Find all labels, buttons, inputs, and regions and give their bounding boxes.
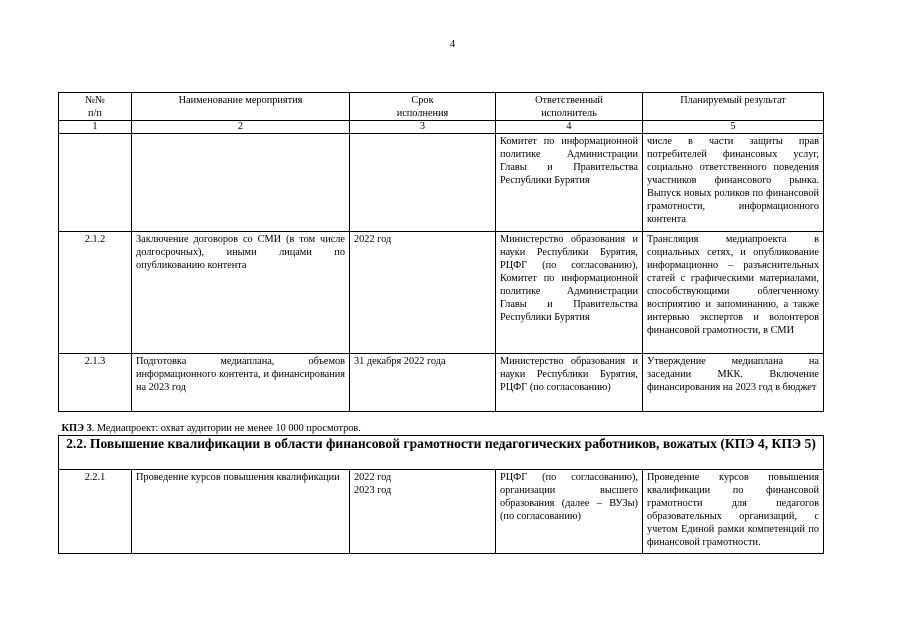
row-deadline — [350, 134, 496, 232]
row-index: 2.1.3 — [59, 354, 132, 412]
row-responsible: Министерство образования и науки Республики Бурятия, РЦФГ (по согласованию) — [496, 354, 643, 412]
row-result: Трансляция медиапроекта в социальных сетях, и опубликование информационно – разъяснительных статей с графическими материалами, способствующими облегченному восприятию и запоминанию, а также интервью экспертов и волонтеров финансовой грамотности, в СМИ — [643, 232, 824, 354]
table-row — [59, 470, 824, 554]
row-responsible: РЦФГ (по согласованию), организации высшего образования (далее – ВУЗы) (по согласованию) — [496, 470, 643, 554]
table-row — [59, 232, 824, 354]
row-deadline: 31 декабря 2022 года — [350, 354, 496, 412]
kpe-label: КПЭ 3 — [61, 423, 92, 434]
section-title: 2.2. Повышение квалификации в области финансовой грамотности педагогических работников, вожатых (КПЭ 4, КПЭ 5) — [59, 436, 824, 470]
header-result: Планируемый результат — [643, 93, 824, 121]
row-event-name: Заключение договоров со СМИ (в том числе долгосрочных), иными лицами по опубликованию контента — [132, 232, 350, 354]
column-number: 5 — [643, 121, 824, 134]
page-number: 4 — [449, 38, 456, 50]
row-deadline: 2022 год 2023 год — [350, 470, 496, 554]
header-event-name: Наименование мероприятия — [132, 93, 350, 121]
row-index: 2.2.1 — [59, 470, 132, 554]
events-table — [58, 92, 824, 554]
row-deadline: 2022 год — [350, 232, 496, 354]
column-number: 2 — [132, 121, 350, 134]
column-number: 1 — [59, 121, 132, 134]
row-event-name — [132, 134, 350, 232]
table-header-row — [59, 93, 824, 121]
row-index — [59, 134, 132, 232]
table-row — [59, 354, 824, 412]
row-responsible: Министерство образования и науки Республики Бурятия, РЦФГ (по согласованию), Комитет по информационной политике Администрации Главы и Правительства Республики Бурятия — [496, 232, 643, 354]
kpe-note-row — [59, 412, 824, 436]
column-number: 3 — [350, 121, 496, 134]
row-result: Проведение курсов повышения квалификации по финансовой грамотности для педагогов образовательных организаций, с учетом Единой рамки компетенций по финансовой грамотности. — [643, 470, 824, 554]
column-number: 4 — [496, 121, 643, 134]
section-title-row — [59, 436, 824, 470]
row-result: Утверждение медиаплана на заседании МКК. Включение финансирования на 2023 год в бюджет — [643, 354, 824, 412]
row-event-name: Подготовка медиаплана, объемов информационного контента, и финансирования на 2023 год — [132, 354, 350, 412]
header-responsible: Ответственный исполнитель — [496, 93, 643, 121]
kpe-text: . Медиапроект: охват аудитории не менее 10 000 просмотров. — [91, 423, 361, 434]
header-deadline: Срок исполнения — [350, 93, 496, 121]
row-index: 2.1.2 — [59, 232, 132, 354]
header-number: №№ п/п — [59, 93, 132, 121]
table-row — [59, 134, 824, 232]
kpe-note — [59, 412, 824, 436]
row-responsible: Комитет по информационной политике Администрации Главы и Правительства Республики Бурятия — [496, 134, 643, 232]
row-event-name: Проведение курсов повышения квалификации — [132, 470, 350, 554]
row-result: числе в части защиты прав потребителей финансовых услуг, социально ответственного поведения участников финансового рынка. Выпуск новых роликов по финансовой грамотности, информационного контента — [643, 134, 824, 232]
column-numbers-row — [59, 121, 824, 134]
